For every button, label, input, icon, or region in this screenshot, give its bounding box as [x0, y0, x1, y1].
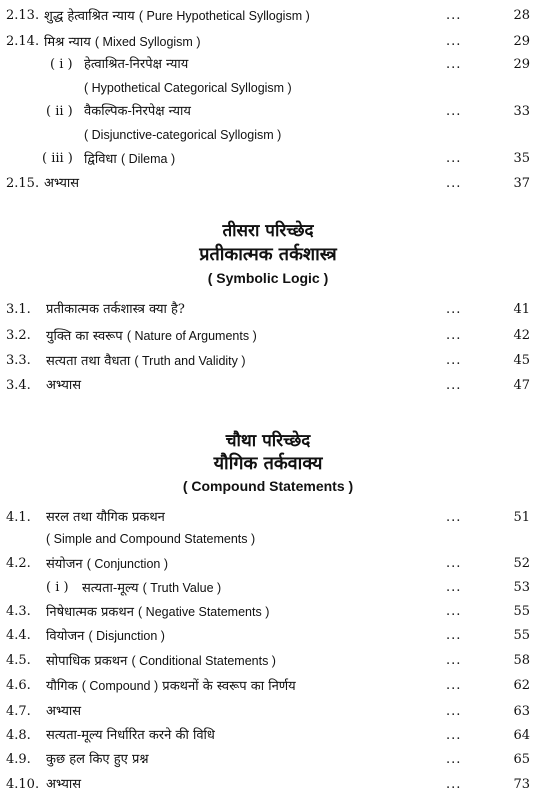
leader-dots: ... [446, 556, 462, 571]
entry-number: 3.3. [6, 353, 31, 368]
entry-title-english: ( Disjunction ) [88, 629, 165, 643]
page-number: 55 [513, 604, 530, 619]
leader-dots: ... [446, 704, 462, 719]
toc-entry-4-2[interactable] [0, 553, 536, 575]
toc-subentry-2-14-iii[interactable] [0, 148, 536, 170]
entry-title-hindi: युक्ति का स्वरूप [46, 329, 123, 344]
page-number: 45 [513, 353, 530, 368]
leader-dots: ... [446, 510, 462, 525]
leader-dots: ... [446, 8, 462, 23]
entry-title-english: ( Truth Value ) [142, 581, 222, 595]
leader-dots: ... [446, 752, 462, 767]
entry-title-hindi: सोपाधिक प्रकथन [46, 654, 128, 669]
page-number: 37 [513, 176, 530, 191]
entry-title-hindi: अभ्यास [44, 176, 80, 191]
entry-title [84, 148, 175, 171]
entry-title-hindi: अभ्यास [46, 704, 82, 719]
page-number: 55 [513, 628, 530, 643]
entry-title-hindi: अभ्यास [46, 378, 82, 393]
entry-title-english: ( Nature of Arguments ) [126, 329, 257, 343]
toc-entry-2-15[interactable] [0, 173, 536, 195]
entry-number: 4.7. [6, 704, 31, 719]
leader-dots: ... [446, 104, 462, 119]
entry-number: 3.2. [6, 328, 31, 343]
leader-dots: ... [446, 604, 462, 619]
page-number: 73 [513, 777, 530, 792]
subentry-number: ( iii ) [42, 151, 73, 166]
entry-title [44, 31, 200, 54]
page-number: 29 [513, 57, 530, 72]
page-number: 33 [513, 104, 530, 119]
entry-number: 3.4. [6, 378, 31, 393]
entry-title-hindi: निषेधात्मक प्रकथन [46, 605, 134, 620]
leader-dots: ... [446, 678, 462, 693]
leader-dots: ... [446, 34, 462, 49]
page-number: 62 [513, 678, 530, 693]
toc-entry-3-4[interactable] [0, 375, 536, 397]
toc-subentry-4-2-i[interactable] [0, 577, 536, 599]
entry-title-hindi: यौगिक [46, 679, 78, 694]
entry-title-hindi: सत्यता तथा वैधता [46, 354, 131, 369]
chapter-3-english-heading: ( Symbolic Logic ) [207, 270, 329, 286]
entry-title-english: ( Disjunctive-categorical Syllogism ) [84, 128, 282, 142]
entry-title-english: ( Simple and Compound Statements ) [46, 532, 256, 546]
entry-number: 4.4. [6, 628, 31, 643]
entry-title-hindi: वियोजन [46, 629, 85, 644]
page-number: 41 [513, 302, 530, 317]
page-number: 42 [513, 328, 530, 343]
page-number: 53 [513, 580, 530, 595]
leader-dots: ... [446, 328, 462, 343]
entry-title-hindi: द्विविधा [84, 152, 117, 167]
entry-title-hindi: प्रतीकात्मक तर्कशास्त्र क्या है? [46, 302, 185, 317]
subentry-number: ( i ) [50, 57, 73, 72]
subentry-number: ( i ) [46, 580, 69, 595]
entry-title-english: ( Conditional Statements ) [131, 654, 276, 668]
entry-title-hindi: सरल तथा यौगिक प्रकथन [46, 510, 165, 525]
entry-number: 4.5. [6, 653, 31, 668]
entry-number: 2.14. [6, 34, 40, 49]
entry-title [46, 325, 257, 348]
toc-entry-2-13[interactable] [0, 5, 536, 27]
entry-title-hindi: कुछ हल किए हुए प्रश्न [46, 752, 149, 767]
entry-number: 2.15. [6, 176, 40, 191]
entry-number: 4.6. [6, 678, 31, 693]
page-number: 64 [513, 728, 530, 743]
page-number: 51 [513, 510, 530, 525]
entry-number: 2.13. [6, 8, 40, 23]
leader-dots: ... [446, 777, 462, 792]
entry-number: 4.8. [6, 728, 31, 743]
entry-title [46, 675, 296, 698]
page-number: 58 [513, 653, 530, 668]
entry-number: 3.1. [6, 302, 31, 317]
toc-subentry-continuation [0, 77, 536, 99]
toc-entry-4-3[interactable] [0, 601, 536, 623]
toc-entry-4-7[interactable] [0, 701, 536, 723]
entry-title-hindi: हेत्वाश्रित-निरपेक्ष न्याय [84, 57, 189, 72]
leader-dots: ... [446, 302, 462, 317]
entry-title-hindi: संयोजन [46, 557, 83, 572]
entry-title-hindi: शुद्ध हेत्वाश्रित न्याय [44, 9, 135, 24]
entry-number: 4.2. [6, 556, 31, 571]
leader-dots: ... [446, 653, 462, 668]
toc-entry-3-1[interactable] [0, 299, 536, 321]
entry-title [46, 553, 168, 576]
entry-title-english: ( Dilema ) [120, 152, 176, 166]
toc-entry-4-5[interactable] [0, 650, 536, 672]
chapter-3-number-heading: तीसरा परिच्छेद [222, 221, 314, 241]
entry-title [46, 625, 165, 648]
page-number: 47 [513, 378, 530, 393]
entry-title-english: ( Pure Hypothetical Syllogism ) [138, 9, 310, 23]
leader-dots: ... [446, 580, 462, 595]
leader-dots: ... [446, 728, 462, 743]
page-number: 28 [513, 8, 530, 23]
leader-dots: ... [446, 378, 462, 393]
entry-title-hindi: वैकल्पिक-निरपेक्ष न्याय [84, 104, 191, 119]
entry-title-english: ( Mixed Syllogism ) [94, 35, 201, 49]
toc-entry-continuation [0, 528, 536, 550]
entry-title-hindi: अभ्यास [46, 777, 82, 792]
toc-subentry-continuation [0, 124, 536, 146]
page-number: 65 [513, 752, 530, 767]
chapter-3-title-heading: प्रतीकात्मक तर्कशास्त्र [199, 244, 337, 265]
chapter-4-title-heading: यौगिक तर्कवाक्य [213, 453, 323, 474]
subentry-number: ( ii ) [46, 104, 73, 119]
entry-title-hindi-continued: प्रकथनों के स्वरूप का निर्णय [162, 679, 296, 694]
entry-title-hindi: सत्यता-मूल्य निर्धारित करने की विधि [46, 728, 215, 743]
leader-dots: ... [446, 151, 462, 166]
toc-entry-2-14[interactable] [0, 31, 536, 53]
page-number: 29 [513, 34, 530, 49]
toc-entry-4-8[interactable] [0, 725, 536, 747]
page-number: 63 [513, 704, 530, 719]
toc-entry-4-1[interactable] [0, 507, 536, 529]
leader-dots: ... [446, 176, 462, 191]
entry-title-english: ( Negative Statements ) [138, 605, 270, 619]
entry-title-english: ( Truth and Validity ) [134, 354, 246, 368]
entry-title-hindi: मिश्र न्याय [44, 35, 91, 50]
toc-entry-4-9[interactable] [0, 749, 536, 771]
entry-title-hindi: सत्यता-मूल्य [82, 581, 139, 596]
entry-title-english: ( Compound ) [81, 679, 159, 693]
entry-number: 4.9. [6, 752, 31, 767]
entry-title [46, 350, 246, 373]
leader-dots: ... [446, 628, 462, 643]
entry-title [46, 650, 276, 673]
toc-entry-3-2[interactable] [0, 325, 536, 347]
page-number: 35 [513, 151, 530, 166]
chapter-4-english-heading: ( Compound Statements ) [182, 478, 354, 494]
toc-entry-4-4[interactable] [0, 625, 536, 647]
leader-dots: ... [446, 353, 462, 368]
entry-title [44, 5, 310, 28]
chapter-4-number-heading: चौथा परिच्छेद [225, 431, 311, 451]
entry-title [46, 601, 269, 624]
toc-entry-4-10[interactable] [0, 774, 536, 796]
leader-dots: ... [446, 57, 462, 72]
toc-subentry-2-14-ii[interactable] [0, 101, 536, 123]
page-number: 52 [513, 556, 530, 571]
entry-number: 4.10. [6, 777, 40, 792]
toc-entry-3-3[interactable] [0, 350, 536, 372]
toc-subentry-2-14-i[interactable] [0, 54, 536, 76]
entry-title-english: ( Hypothetical Categorical Syllogism ) [84, 81, 292, 95]
toc-entry-4-6[interactable] [0, 675, 536, 697]
entry-number: 4.3. [6, 604, 31, 619]
entry-title [82, 577, 221, 600]
entry-number: 4.1. [6, 510, 31, 525]
entry-title-english: ( Conjunction ) [86, 557, 168, 571]
